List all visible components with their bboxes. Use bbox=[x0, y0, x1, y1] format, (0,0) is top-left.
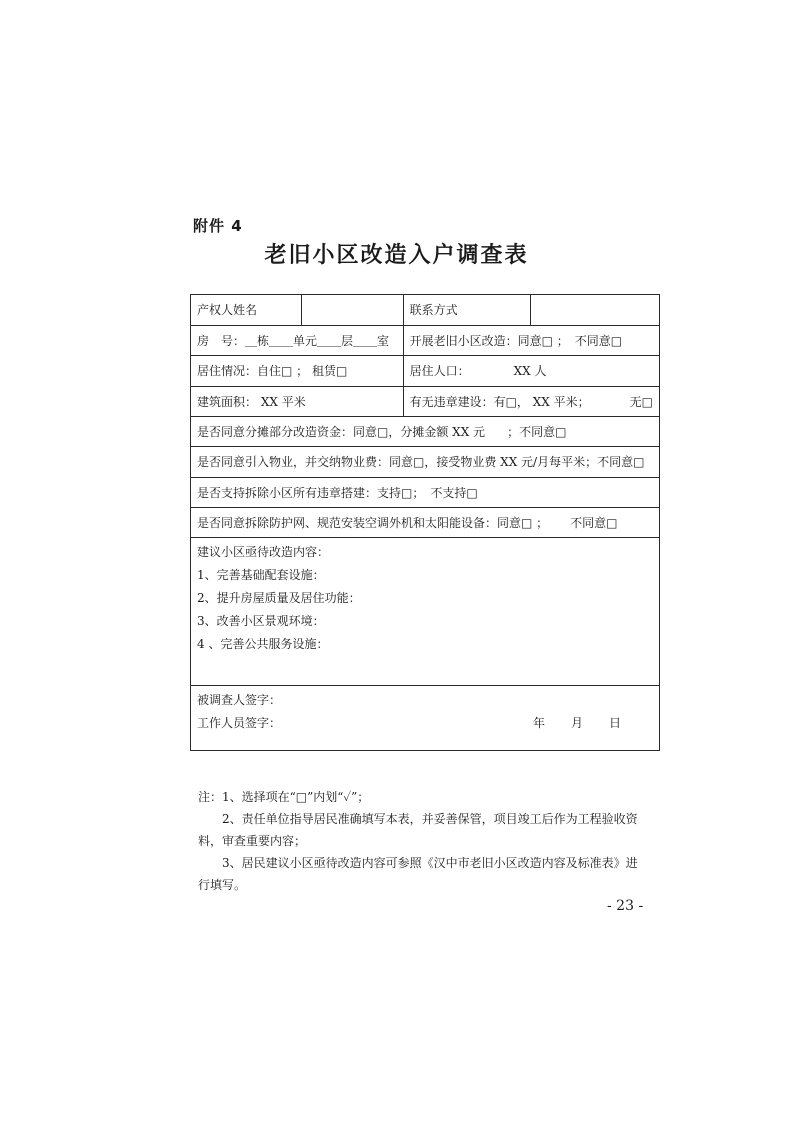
contact-label: 联系方式 bbox=[403, 295, 530, 326]
demolish-no: ； 不支持□ bbox=[412, 485, 478, 500]
suggestion-item: 4 、完善公共服务设施： bbox=[197, 637, 329, 651]
suggestion-item: 1、完善基础配套设施： bbox=[197, 568, 325, 582]
note-3-line-2: 行填写。 bbox=[198, 878, 247, 892]
signature-date bbox=[533, 716, 647, 739]
ac-no: 不同意□ bbox=[570, 515, 618, 530]
demolish-field[interactable] bbox=[191, 478, 660, 508]
note-2-line-2: 料，审查重要内容； bbox=[198, 834, 307, 848]
row-room bbox=[191, 326, 660, 356]
page-number: - 23 - bbox=[607, 898, 644, 914]
resident-count-field[interactable] bbox=[403, 356, 659, 387]
renovation-consent-field[interactable]: 开展老旧小区改造：同意□ ； 不同意□ bbox=[403, 326, 659, 356]
fund-share-text: 是否同意分摊部分改造资金：同意□，分摊金额 XX 元 bbox=[197, 424, 486, 439]
note-1: 注：1、选择项在“□”内划“✓”； bbox=[198, 790, 370, 804]
row-fund-share bbox=[191, 417, 660, 447]
row-demolish bbox=[191, 478, 660, 508]
contact-field[interactable] bbox=[530, 295, 659, 326]
property-mgmt-field[interactable]: 是否同意引入物业，并交纳物业费：同意□，接受物业费 XX 元/月每平米；不同意□ bbox=[191, 447, 660, 478]
respondent-signature-label: 被调查人签字： bbox=[197, 693, 282, 707]
row-owner bbox=[191, 295, 660, 326]
notes-section bbox=[198, 786, 666, 896]
building-area-field[interactable]: 建筑面积： XX 平米 bbox=[191, 387, 404, 417]
note-2-line-1: 2、责任单位指导居民准确填写本表，并妥善保管，项目竣工后作为工程验收资 bbox=[222, 812, 638, 826]
suggestions-field[interactable] bbox=[191, 538, 660, 686]
owner-name-label: 产权人姓名 bbox=[191, 295, 302, 326]
illegal-building-text: 有无违章建设：有□， XX 平米； bbox=[409, 394, 590, 409]
room-number-field[interactable]: 房 号：＿栋＿＿单元＿＿层＿＿室 bbox=[191, 326, 404, 356]
signature-field[interactable] bbox=[191, 686, 660, 751]
fund-share-field[interactable] bbox=[191, 417, 660, 447]
note-3-line-1: 3、居民建议小区亟待改造内容可参照《汉中市老旧小区改造内容及标准表》进 bbox=[222, 856, 638, 870]
ac-text: 是否同意拆除防护网、规范安装空调外机和太阳能设备：同意□ ； bbox=[197, 515, 549, 530]
respondent-signature-line bbox=[197, 693, 653, 716]
owner-name-field[interactable] bbox=[301, 295, 403, 326]
page-title: 老旧小区改造入户调查表 bbox=[264, 243, 529, 268]
demolish-text: 是否支持拆除小区所有违章搭建：支持□ bbox=[197, 485, 413, 500]
row-residence bbox=[191, 356, 660, 387]
suggestion-title: 建议小区亟待改造内容： bbox=[197, 545, 330, 559]
suggestion-item: 2、提升房屋质量及居住功能： bbox=[197, 591, 361, 605]
staff-signature-line bbox=[197, 716, 653, 739]
suggestion-item: 3、改善小区景观环境： bbox=[197, 614, 325, 628]
survey-form-table bbox=[190, 294, 660, 751]
attachment-label: 附件 4 bbox=[193, 217, 243, 235]
row-area bbox=[191, 387, 660, 417]
row-suggestions bbox=[191, 538, 660, 686]
illegal-building-none: 无□ bbox=[629, 394, 653, 409]
date-year: 年 bbox=[533, 716, 546, 730]
resident-count-label: 居住人口： bbox=[409, 364, 470, 378]
resident-count-value: XX 人 bbox=[513, 364, 547, 378]
date-month: 月 bbox=[571, 716, 584, 730]
row-ac bbox=[191, 508, 660, 538]
illegal-building-field[interactable] bbox=[403, 387, 659, 417]
fund-share-no: ；不同意□ bbox=[507, 424, 567, 439]
staff-signature-label: 工作人员签字： bbox=[197, 716, 282, 730]
ac-field[interactable] bbox=[191, 508, 660, 538]
row-signatures bbox=[191, 686, 660, 751]
row-property-mgmt bbox=[191, 447, 660, 478]
residence-status-field[interactable]: 居住情况：自住□ ； 租赁□ bbox=[191, 356, 404, 387]
date-day: 日 bbox=[609, 716, 622, 730]
